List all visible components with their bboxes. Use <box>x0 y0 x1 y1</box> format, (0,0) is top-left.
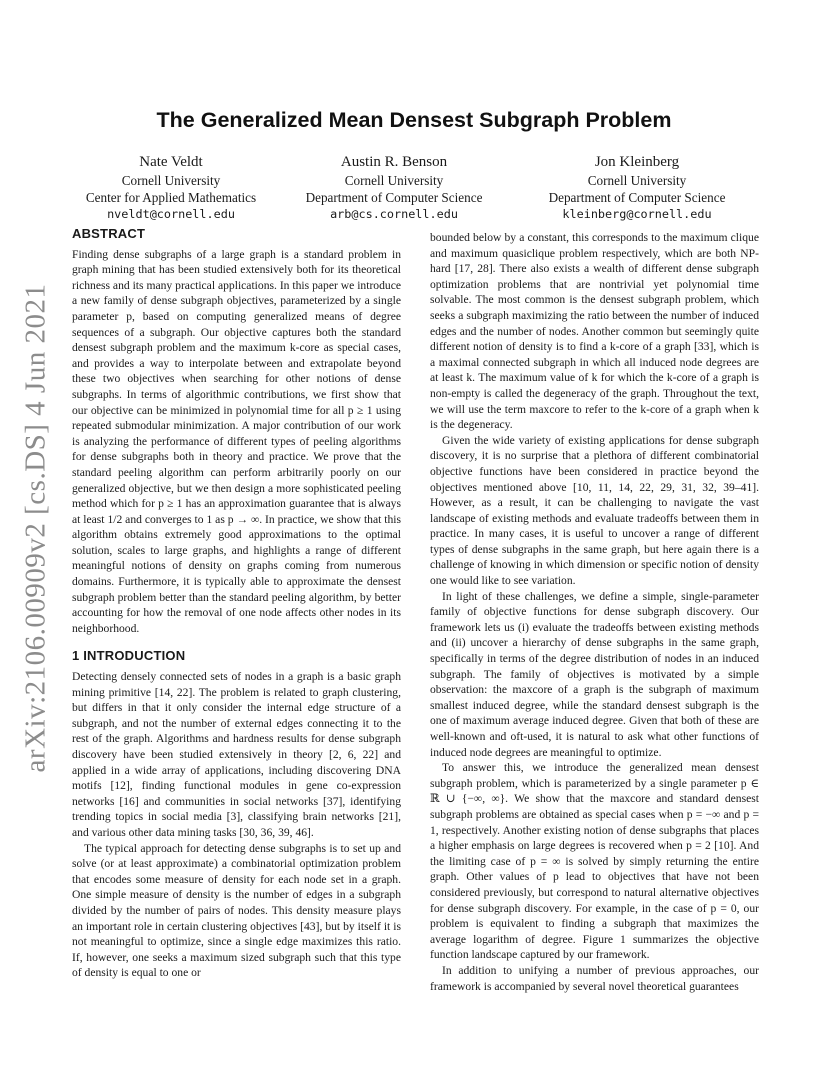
author-email: arb@cs.cornell.edu <box>330 207 458 221</box>
author-department: Department of Computer Science <box>548 190 726 205</box>
arxiv-identifier: arXiv:2106.00909v2 [cs.DS] 4 Jun 2021 <box>19 283 52 773</box>
author-3 <box>518 152 756 223</box>
author-department: Center for Applied Mathematics <box>85 190 257 205</box>
abstract-text: Finding dense subgraphs of a large graph is a standard problem in graph mining that has been studied extensively both for its theoretical richness and its many practical applications. In this paper we introduce a new family of dense subgraph objectives, parameterized by a single parameter p, based on computing generalized means of degree sequences of a subgraph. Our objective captures both the standard densest subgraph problem and the maximum k-core as special cases, and provides a way to interpolate between and extrapolate beyond these two objectives when searching for other notions of dense subgraphs. In terms of algorithmic contributions, we first show that our objective can be minimized in polynomial time for all p ≥ 1 using repeated submodular minimization. A major contribution of our work is analyzing the performance of different types of peeling algorithms for dense subgraphs both in theory and practice. We prove that the standard peeling algorithm can perform arbitrarily poorly on our generalized objective, but we then design a more sophisticated peeling method which for p ≥ 1 has an approximation guarantee that is always at least 1/2 and converges to 1 as p → ∞. In practice, we show that this algorithm obtains extremely good approximations to the optimal solution, scales to large graphs, and highlights a range of different meaningful notions of density on graphs coming from numerous domains. Furthermore, it is typically able to approximate the densest subgraph problem better than the standard peeling algorithm, by better accounting for how the removal of one node affects other nodes in its neighborhood. <box>72 247 401 635</box>
intro-paragraph-2: The typical approach for detecting dense subgraphs is to set up and solve (or at least approximate) a combinatorial optimization problem that encodes some measure of density for each node set in a graph. One simple measure of density is the number of edges in a subgraph divided by the number of pairs of nodes. This density measure plays an important role in certain clustering objectives [43], but by itself it is not meaningful to optimize, since a single edge maximizes this ratio. If, however, one seeks a maximum sized subgraph such that this type of density is equal to one or <box>72 841 401 980</box>
author-name: Jon Kleinberg <box>594 154 680 170</box>
author-name: Nate Veldt <box>139 154 203 170</box>
left-column <box>72 226 401 981</box>
intro-paragraph-5: To answer this, we introduce the generalized mean densest subgraph problem, which is parameterized by a single parameter p ∈ ℝ ∪ {−∞, ∞}. We show that the maxcore and standard densest subgraph problems are obtained as special cases when p = −∞ and p = 1, respectively. Another existing notion of dense subgraphs that places a higher emphasis on large degrees is recovered when p = 2 [10]. And the limiting case of p = ∞ is solved by simply returning the entire graph. Other values of p lead to objectives that have not been considered previously, but correspond to natural alternative objectives for dense subgraph discovery. For example, in the case of p = 0, our problem is equivalent to finding a subgraph that maximizes the average logarithm of degree. Figure 1 summarizes the objective function landscape captured by our framework. <box>430 761 759 962</box>
introduction-heading: 1 INTRODUCTION <box>72 648 186 664</box>
author-name: Austin R. Benson <box>340 154 448 170</box>
author-department: Department of Computer Science <box>305 190 483 205</box>
intro-paragraph-2-continued: bounded below by a constant, this corresponds to the maximum clique and maximum quasiclique problem respectively, which are both NP-hard [17, 28]. There also exists a wealth of different dense subgraph optimization problems that are nontrivial yet polynomial time solvable. The most common is the densest subgraph problem, which seeks a subgraph maximizing the ratio between the number of induced edges and the number of nodes. Another common but seemingly quite different notion of density is to find a k-core of a graph [33], which is a maximal connected subgraph in which all induced node degrees are at least k. The maximum value of k for which the k-core of a graph is non-empty is called the degeneracy of the graph. Throughout the text, we will use the term maxcore to refer to the k-core of a graph when k is the degeneracy. <box>430 231 759 432</box>
author-email: kleinberg@cornell.edu <box>562 207 712 221</box>
paper-title: The Generalized Mean Densest Subgraph Problem <box>156 108 672 132</box>
author-2 <box>270 152 518 223</box>
author-block <box>72 152 756 223</box>
abstract-heading: ABSTRACT <box>72 226 146 241</box>
author-affiliation: Cornell University <box>121 173 221 188</box>
author-email: nveldt@cornell.edu <box>107 207 235 221</box>
intro-paragraph-1: Detecting densely connected sets of nodes in a graph is a basic graph mining primitive [14, 22]. The problem is related to graph clustering, but differs in that it only consider the internal edge structure of a subgraph, and not the number of external edges connecting it to the rest of the graph. Algorithms and hardness results for dense subgraph discovery have been studied extensively in theory [2, 6, 22] and applied in a wide array of applications, including discovering DNA motifs [12], finding functional modules in gene co-expression networks [16] and communities in social networks [37], identifying trending topics in social media [3], classifying brain networks [21], and various other data mining tasks [30, 36, 39, 46]. <box>72 670 401 839</box>
author-1 <box>72 152 270 223</box>
author-affiliation: Cornell University <box>344 173 444 188</box>
intro-paragraph-6: In addition to unifying a number of previous approaches, our framework is accompanied by several novel theoretical guarantees <box>430 963 759 993</box>
right-column <box>430 230 759 994</box>
arxiv-sidebar <box>16 283 56 773</box>
intro-paragraph-3: Given the wide variety of existing applications for dense subgraph discovery, it is no surprise that a plethora of different combinatorial objective functions have been considered in practice beyond the objectives mentioned above [10, 11, 14, 22, 29, 31, 32, 39–41]. However, as a result, it can be challenging to navigate the vast landscape of existing methods and evaluate tradeoffs between them in practice. In many cases, it is useful to uncover a range of different types of dense subgraphs in the same graph, but here again there is a challenge of knowing in which dimension or specific notion of density one would like to see variation. <box>430 433 759 588</box>
intro-paragraph-4: In light of these challenges, we define a simple, single-parameter family of objective functions for dense subgraph discovery. Our framework lets us (i) evaluate the tradeoffs between existing methods and (ii) uncover a hierarchy of dense subgraphs in the same graph, specifically in terms of the degree distribution of nodes in an induced subgraph. The family of objectives is motivated by a simple observation: the maxcore of a graph is the subgraph of maximum smallest induced degree, while the standard densest subgraph is the one of maximum average induced degree. Given that both of these are well-known and oft-used, it is natural to ask what other functions of induced node degrees are meaningful to optimize. <box>430 589 759 759</box>
author-affiliation: Cornell University <box>587 173 687 188</box>
